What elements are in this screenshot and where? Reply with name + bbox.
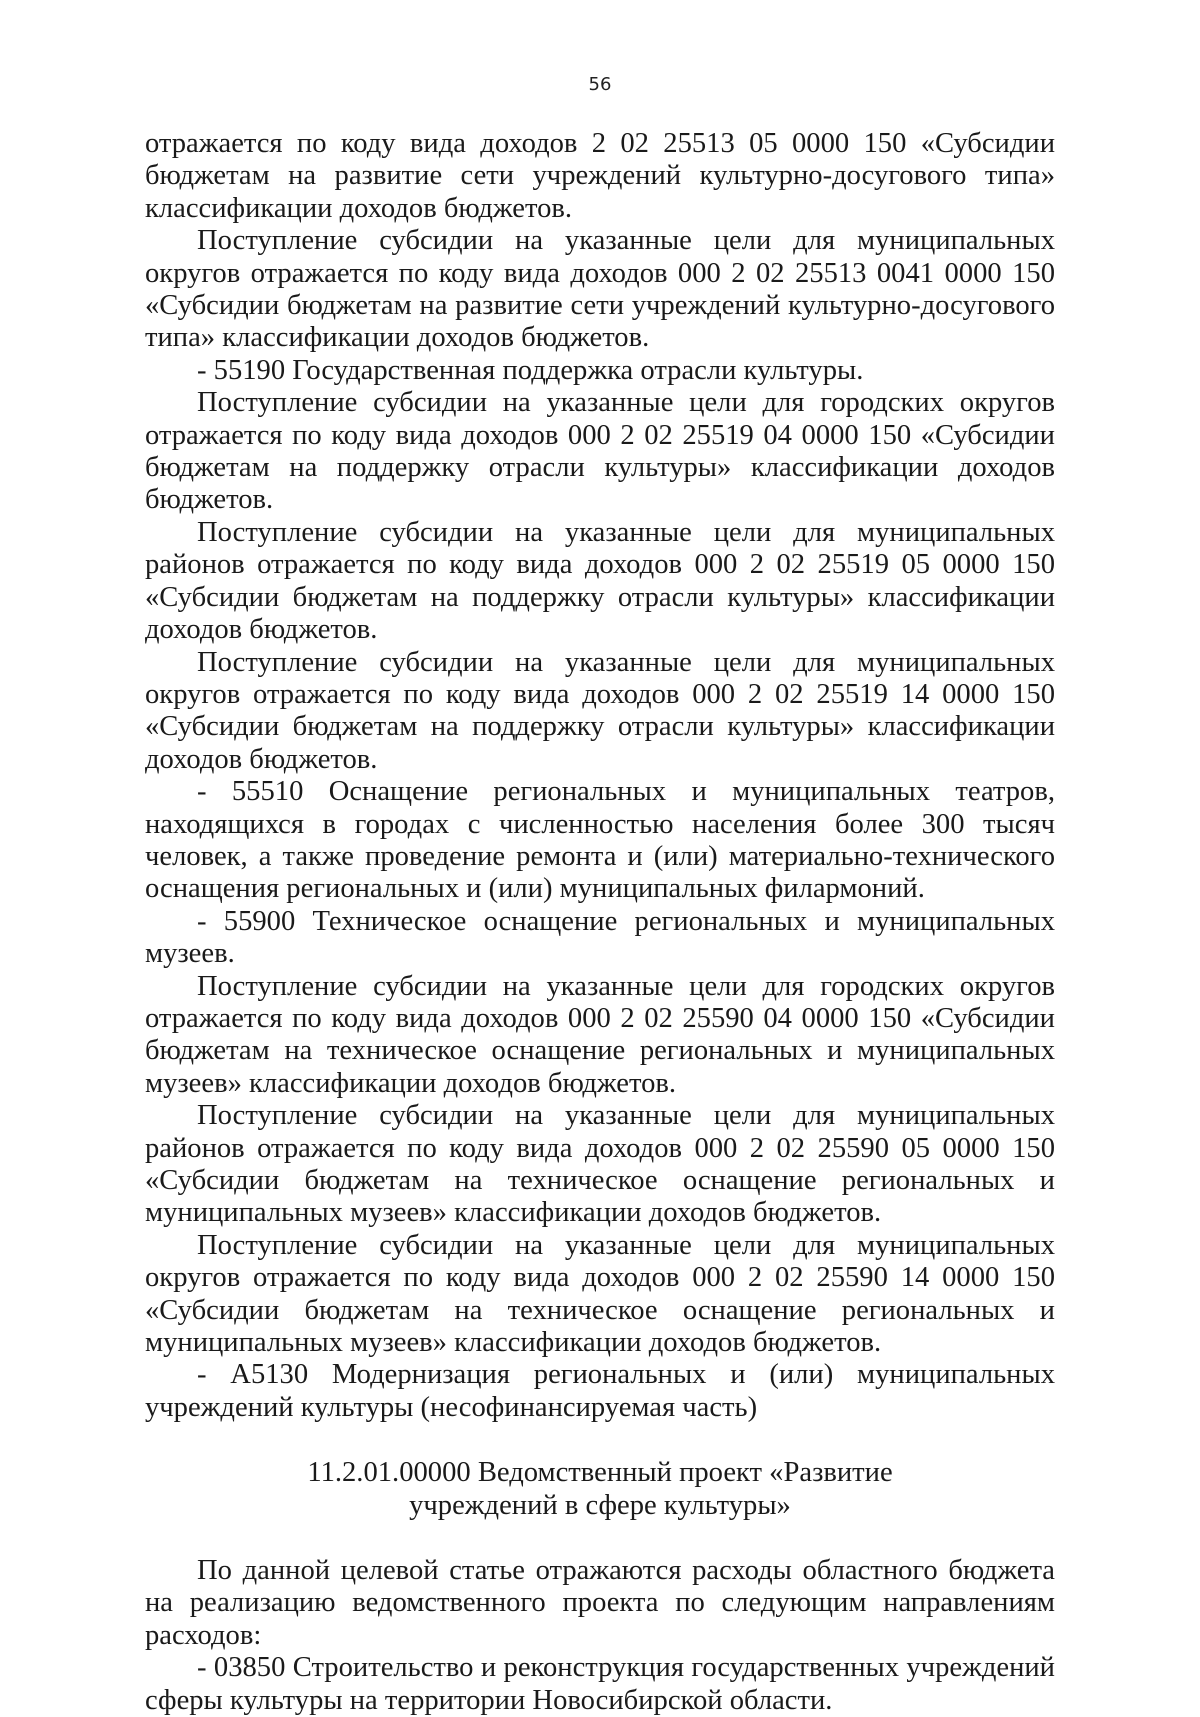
paragraph: отражается по коду вида доходов 2 02 25513 05 0000 150 «Субсидии бюджетам на развитие сети учреждений культурно-досугового типа» классификации доходов бюджетов. <box>145 128 1055 224</box>
page-number: 56 <box>588 74 612 95</box>
paragraph: Поступление субсидии на указанные цели для муниципальных районов отражается по коду вида доходов 000 2 02 25519 05 0000 150 «Субсидии бюджетам на поддержку отрасли культуры» классификации доходов бюджетов. <box>145 516 1055 646</box>
section-heading <box>145 1457 1055 1522</box>
paragraph: Поступление субсидии на указанные цели для городских округов отражается по коду вида доходов 000 2 02 25590 04 0000 150 «Субсидии бюджетам на техническое оснащение региональных и муниципальных музеев» классификации доходов бюджетов. <box>145 970 1055 1099</box>
paragraph: - 55510 Оснащение региональных и муниципальных театров, находящихся в городах с численностью населения более 300 тысяч человек, а также проведение ремонта и (или) материально-технического оснащения региональных и (или) муниципальных филармоний. <box>145 776 1055 905</box>
paragraph: Поступление субсидии на указанные цели для городских округов отражается по коду вида доходов 000 2 02 25519 04 0000 150 «Субсидии бюджетам на поддержку отрасли культуры» классификации доходов бюджетов. <box>145 387 1055 516</box>
paragraph: - 55190 Государственная поддержка отрасли культуры. <box>197 354 864 386</box>
paragraph: - 55900 Техническое оснащение региональных и муниципальных музеев. <box>145 905 1055 970</box>
paragraph: По данной целевой статье отражаются расходы областного бюджета на реализацию ведомственного проекта по следующим направлениям расходов: <box>145 1555 1055 1651</box>
paragraph: - 03850 Строительство и реконструкция государственных учреждений сферы культуры на территории Новосибирской области. <box>145 1652 1055 1716</box>
paragraph: Поступление субсидии на указанные цели для муниципальных районов отражается по коду вида доходов 000 2 02 25590 05 0000 150 «Субсидии бюджетам на техническое оснащение региональных и муниципальных музеев» классификации доходов бюджетов. <box>145 1100 1055 1229</box>
document-body <box>145 128 1055 1717</box>
section-heading-line: учреждений в сфере культуры» <box>409 1489 791 1521</box>
paragraph: - А5130 Модернизация региональных и (или) муниципальных учреждений культуры (несофинансируемая часть) <box>145 1359 1055 1423</box>
paragraph: Поступление субсидии на указанные цели для муниципальных округов отражается по коду вида доходов 000 2 02 25590 14 0000 150 «Субсидии бюджетам на техническое оснащение региональных и муниципальных музеев» классификации доходов бюджетов. <box>145 1229 1055 1359</box>
paragraph: Поступление субсидии на указанные цели для муниципальных округов отражается по коду вида доходов 000 2 02 25519 14 0000 150 «Субсидии бюджетам на поддержку отрасли культуры» классификации доходов бюджетов. <box>145 646 1055 775</box>
paragraph: Поступление субсидии на указанные цели для муниципальных округов отражается по коду вида доходов 000 2 02 25513 0041 0000 150 «Субсидии бюджетам на развитие сети учреждений культурно-досугового типа» классификации доходов бюджетов. <box>145 225 1055 354</box>
section-heading-line: 11.2.01.00000 Ведомственный проект «Развитие <box>307 1457 893 1489</box>
